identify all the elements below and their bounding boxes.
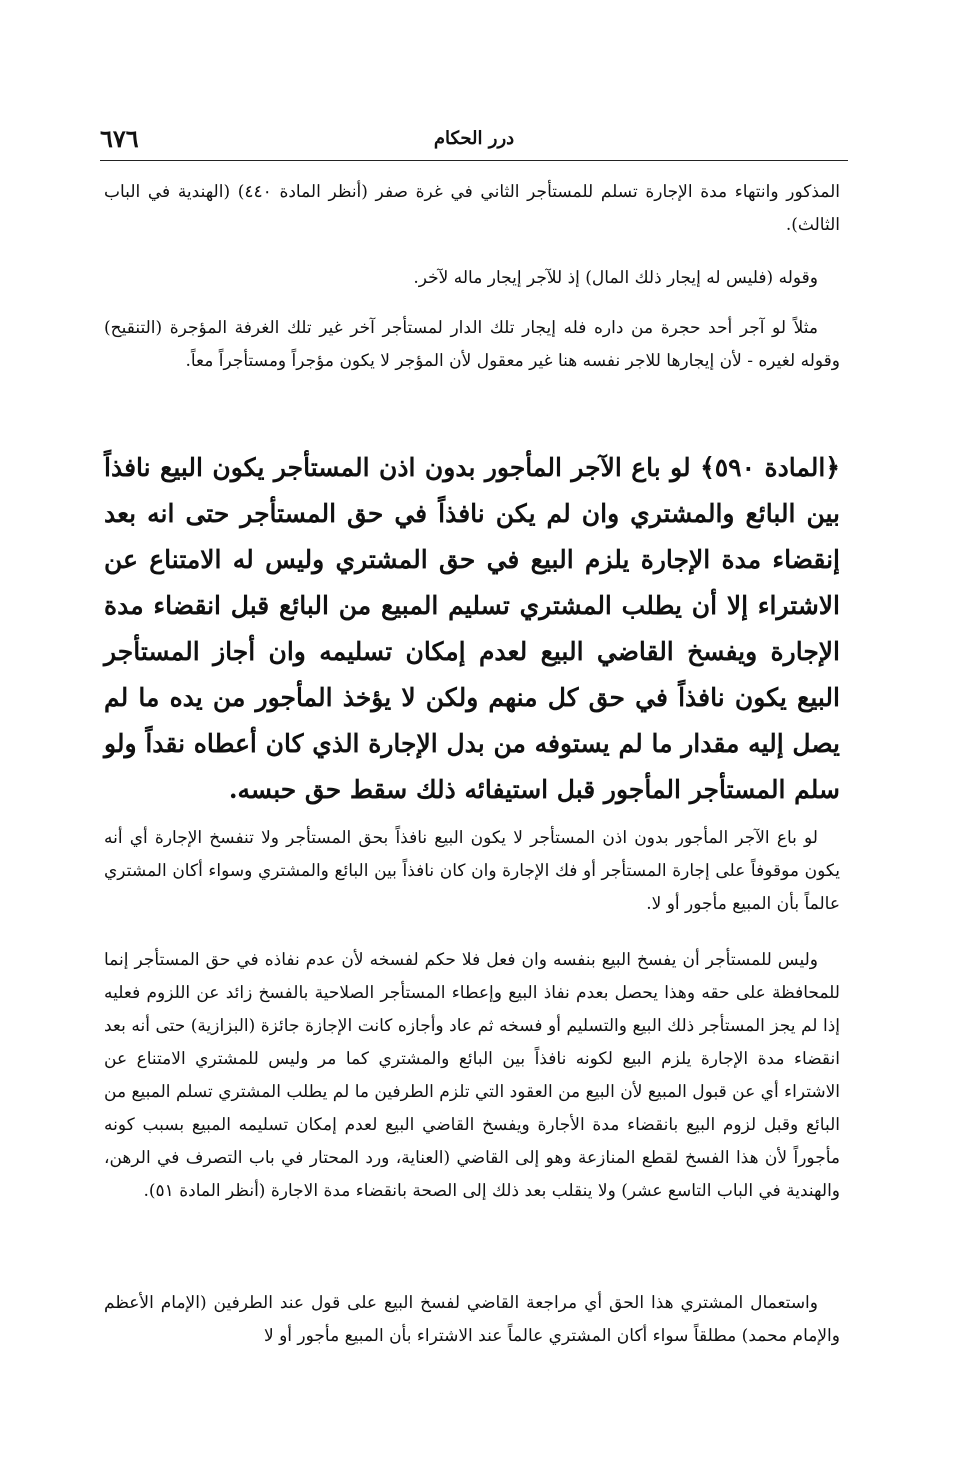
paragraph-commentary-3: واستعمال المشتري هذا الحق أي مراجعة القاضي لفسخ البيع على قول عند الطرفين (الإمام الأعظم والإمام محمد) مطلقاً سواء أكان المشتري عالماً عند الاشتراء بأن المبيع مأجور أو لا [104, 1293, 840, 1346]
paragraph-example: مثلاً لو آجر أحد حجرة من داره فله إيجار تلك الدار لمستأجر آخر غير تلك الغرفة المؤجرة (التنقيح) وقوله لغيره - لأن إيجارها للاجر نفسه هنا غير معقول لأن المؤجر لا يكون مؤجراً ومستأجراً معاً. [104, 318, 840, 371]
paragraph-quoted-phrase: وقوله (فليس له إيجار ذلك المال) إذ للآجر إيجار ماله لآخر. [413, 268, 818, 288]
paragraph-commentary-1: لو باع الآجر المأجور بدون اذن المستأجر لا يكون البيع نافذاً بحق المستأجر ولا تنفسخ الإجارة أي أنه يكون موقوفاً على إجارة المستأجر أو فك الإجارة وان كان نافذاً بين البائع والمشتري وسواء أكان المشتري عالماً بأن المبيع مأجور أو لا. [104, 828, 840, 914]
running-title: درر الحكام [433, 128, 515, 149]
header-divider [100, 160, 848, 161]
page-header [100, 124, 848, 158]
article-590-text: ﴿المادة ٥٩٠﴾ لو باع الآجر المأجور بدون اذن المستأجر يكون البيع نافذاً بين البائع والمشتري وان لم يكن نافذاً في حق المستأجر حتى انه بعد إنقضاء مدة الإجارة يلزم البيع في حق المشتري وليس له الامتناع عن الاشتراء إلا أن يطلب المشتري تسليم المبيع من البائع قبل انقضاء مدة الإجارة ويفسخ القاضي البيع لعدم إمكان تسليمه وان أجاز المستأجر البيع يكون نافذاً في حق كل منهم ولكن لا يؤخذ المأجور من يده ما لم يصل إليه مقدار ما لم يستوفه من بدل الإجارة الذي كان أعطاه نقداً ولو سلم المستأجر المأجور قبل استيفائه ذلك سقط حق حبسه. [104, 453, 840, 804]
paragraph-commentary-continuation: المذكور وانتهاء مدة الإجارة تسلم للمستأجر الثاني في غرة صفر (أنظر المادة ٤٤٠) (الهندية في الباب الثالث). [104, 182, 840, 235]
paragraph-commentary-2: وليس للمستأجر أن يفسخ البيع بنفسه وان فعل فلا حكم لفسخه لأن عدم نفاذه في حق المستأجر إنما للمحافظة على حقه وهذا يحصل بعدم نفاذ البيع وإعطاء المستأجر الصلاحية بالفسخ زائد عن اللزوم فعليه إذا لم يجز المستأجر ذلك البيع والتسليم أو فسخه ثم عاد وأجازه كانت الإجازة جائزة (البزازية) حتى أنه بعد انقضاء مدة الإجارة يلزم البيع لكونه نافذاً بين البائع والمشتري كما مر وليس للمشتري الامتناع عن الاشتراء أي عن قبول المبيع لأن البيع من العقود التي تلزم الطرفين ما لم يطلب المشتري تسلم المبيع من البائع وقبل لزوم البيع بانقضاء مدة الأجارة ويفسخ القاضي البيع لعدم إمكان تسليمه المبيع بسبب كونه مأجوراً لأن هذا الفسخ لقطع المنازعة وهو إلى القاضي (العناية، ورد المحتار في باب التصرف في الرهن، والهندية في الباب التاسع عشر) ولا ينقلب بعد ذلك إلى الصحة بانقضاء مدة الاجارة (أنظر المادة ٥١). [104, 950, 840, 1201]
page-number: ٦٧٦ [100, 124, 139, 153]
